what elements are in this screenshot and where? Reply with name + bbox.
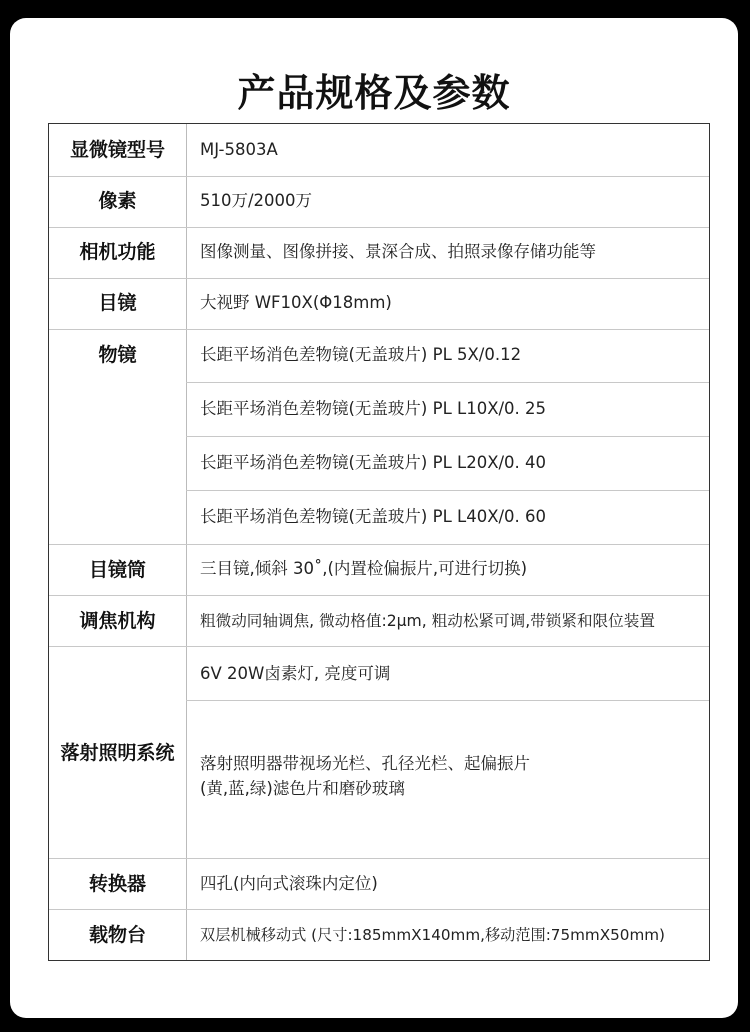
spec-label-illumination: 落射照明系统 — [60, 742, 175, 764]
page-title: 产品规格及参数 — [237, 71, 511, 115]
spec-value-objective: 长距平场消色差物镜(无盖玻片) PL L20X/0. 40 — [200, 453, 547, 472]
spec-value-camera-functions: 图像测量、图像拼接、景深合成、拍照录像存储功能等 — [200, 242, 596, 261]
spec-label-nosepiece: 转换器 — [88, 873, 146, 895]
spec-value-illumination-filters: (黄,蓝,绿)滤色片和磨砂玻璃 — [200, 779, 405, 798]
row-divider — [49, 544, 709, 545]
row-divider — [49, 329, 709, 330]
spec-label-pixels: 像素 — [98, 190, 137, 212]
spec-value-model: MJ-5803A — [200, 140, 278, 159]
spec-label-model: 显微镜型号 — [69, 139, 165, 161]
spec-value-objective: 长距平场消色差物镜(无盖玻片) PL L10X/0. 25 — [200, 399, 547, 418]
spec-value-objective: 长距平场消色差物镜(无盖玻片) PL L40X/0. 60 — [200, 507, 547, 526]
spec-value-stage: 双层机械移动式 (尺寸:185mmX140mm,移动范围:75mmX50mm) — [200, 926, 665, 944]
row-divider — [49, 909, 709, 910]
spec-label-objective: 物镜 — [98, 344, 137, 366]
subrow-divider — [186, 490, 709, 491]
subrow-divider — [186, 700, 709, 701]
spec-card — [10, 18, 738, 1018]
row-divider — [49, 278, 709, 279]
row-divider — [49, 176, 709, 177]
subrow-divider — [186, 382, 709, 383]
spec-value-eyepiece-tube: 三目镜,倾斜 30˚,(内置检偏振片,可进行切换) — [200, 559, 528, 578]
spec-value-objective: 长距平场消色差物镜(无盖玻片) PL 5X/0.12 — [200, 345, 522, 364]
spec-label-eyepiece-tube: 目镜筒 — [88, 559, 146, 581]
spec-value-nosepiece: 四孔(内向式滚珠内定位) — [200, 874, 378, 893]
spec-value-pixels: 510万/2000万 — [200, 191, 313, 210]
column-divider — [186, 124, 187, 960]
spec-table — [48, 123, 710, 961]
row-divider — [49, 646, 709, 647]
spec-value-illumination-desc: 落射照明器带视场光栏、孔径光栏、起偏振片 — [200, 754, 530, 773]
spec-value-focusing: 粗微动同轴调焦, 微动格值:2μm, 粗动松紧可调,带锁紧和限位装置 — [200, 612, 655, 630]
spec-label-focusing: 调焦机构 — [79, 610, 156, 632]
spec-value-illumination-lamp: 6V 20W卤素灯, 亮度可调 — [200, 664, 391, 683]
subrow-divider — [186, 436, 709, 437]
row-divider — [49, 595, 709, 596]
spec-value-eyepiece: 大视野 WF10X(Φ18mm) — [200, 293, 392, 312]
row-divider — [49, 227, 709, 228]
spec-label-camera-functions: 相机功能 — [79, 241, 156, 263]
spec-label-stage: 载物台 — [88, 924, 146, 946]
spec-label-eyepiece: 目镜 — [98, 292, 137, 314]
row-divider — [49, 858, 709, 859]
